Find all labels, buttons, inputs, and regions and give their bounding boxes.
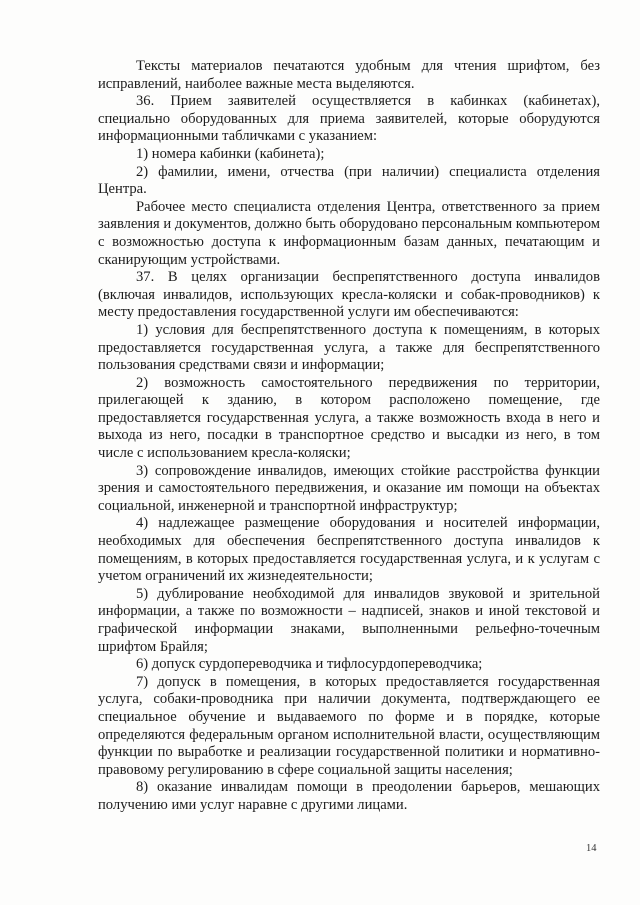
paragraph-37-item-3: 3) сопровождение инвалидов, имеющих стойкие расстройства функции зрения и самостоятельного передвижения, и оказание им помощи на объектах социальной, инженерной и транспортной инфраструктур;	[98, 462, 600, 514]
paragraph-37-item-7: 7) допуск в помещения, в которых предоставляется государственная услуга, собаки-проводника при наличии документа, подтверждающего ее специальное обучение и выдаваемого по форме и в порядке, которые определяются федеральным органом исполнительной власти, осуществляющим функции по выработке и реализации государственной политики и нормативно-правовому регулированию в сфере социальной защиты населения;	[98, 673, 600, 778]
paragraph-37-item-8: 8) оказание инвалидам помощи в преодолении барьеров, мешающих получению ими услуг наравне с другими лицами.	[98, 779, 600, 813]
paragraph-workplace: Рабочее место специалиста отделения Центра, ответственного за прием заявления и документов, должно быть оборудовано персональным компьютером с возможностью доступа к информационным базам данных, печатающим и сканирующим устройствами.	[98, 198, 600, 268]
paragraph-37-item-4: 4) надлежащее размещение оборудования и носителей информации, необходимых для обеспечения беспрепятственного доступа инвалидов к помещениям, в которых предоставляется государственная услуга, и к услугам с учетом ограничений их жизнедеятельности;	[98, 515, 600, 585]
paragraph-37-item-1: 1) условия для беспрепятственного доступа к помещениям, в которых предоставляется государственная услуга, а также для беспрепятственного пользования средствами связи и информации;	[98, 321, 600, 374]
paragraph-37-item-6: 6) допуск сурдопереводчика и тифлосурдопереводчика;	[136, 656, 483, 673]
document-body	[98, 58, 600, 815]
paragraph-materials-font: Тексты материалов печатаются удобным для чтения шрифтом, без исправлений, наиболее важные места выделяются.	[98, 58, 600, 92]
paragraph-36-reception: 36. Прием заявителей осуществляется в кабинках (кабинетах), специально оборудованных для приема заявителей, которые оборудуются информационными табличками с указанием:	[98, 93, 600, 145]
paragraph-36-item-2: 2) фамилии, имени, отчества (при наличии) специалиста отделения Центра.	[98, 163, 600, 198]
paragraph-37-item-2: 2) возможность самостоятельного передвижения по территории, прилегающей к зданию, в котором расположено помещение, где предоставляется государственная услуга, а также возможность входа в него и выхода из него, посадки в транспортное средство и высадки из него, в том числе с использованием кресла-коляски;	[98, 374, 600, 462]
paragraph-36-item-1: 1) номера кабинки (кабинета);	[136, 145, 325, 162]
page-number: 14	[586, 843, 597, 854]
paragraph-37-accessibility: 37. В целях организации беспрепятственного доступа инвалидов (включая инвалидов, использующих кресла-коляски и собак-проводников) к месту предоставления государственной услуги им обеспечиваются:	[98, 269, 600, 321]
paragraph-37-item-5: 5) дублирование необходимой для инвалидов звуковой и зрительной информации, а также по возможности – надписей, знаков и иной текстовой и графической информации знаками, выполненными рельефно-точечным шрифтом Брайля;	[98, 585, 600, 655]
